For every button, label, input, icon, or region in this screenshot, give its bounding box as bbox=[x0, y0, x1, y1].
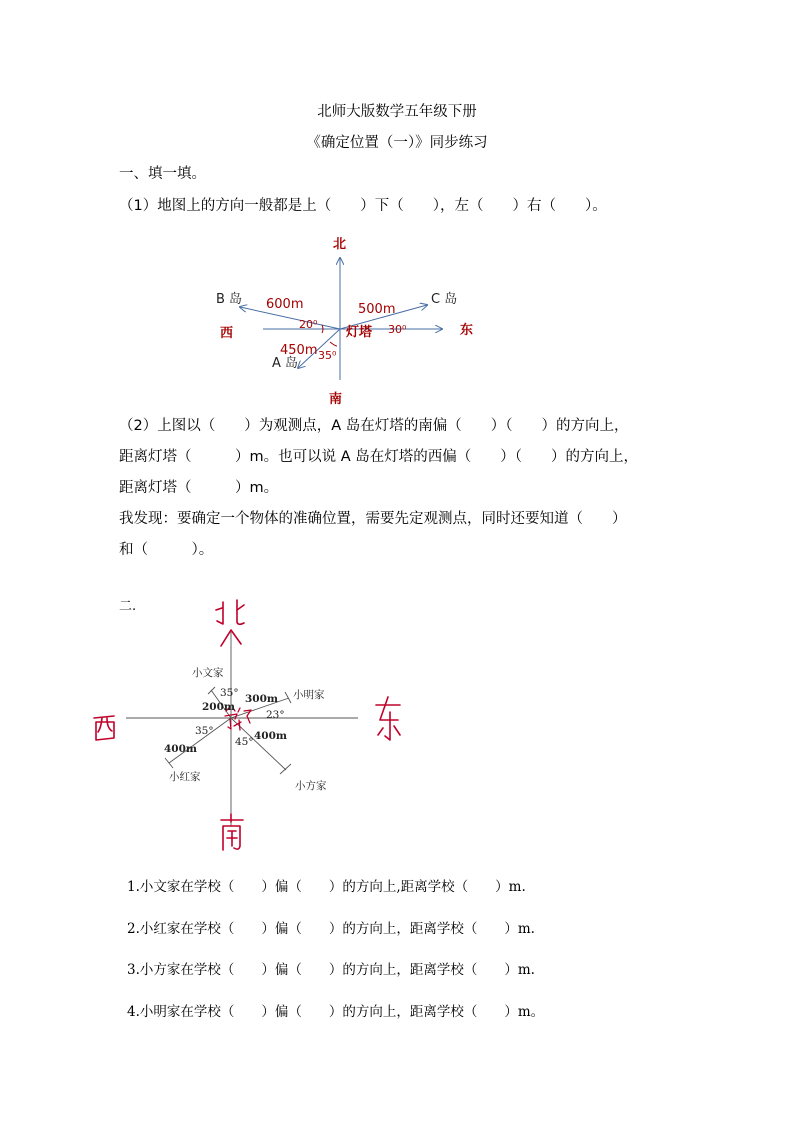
fig1-south-label: 南 bbox=[329, 392, 343, 407]
question-2-2: 2.小红家在学校（ ）偏（ ）的方向上，距离学校（ ）m. bbox=[127, 921, 535, 937]
question-2-4: 4.小明家在学校（ ）偏（ ）的方向上，距离学校（ ）m。 bbox=[127, 1004, 545, 1020]
page-subtitle: 《确定位置（一）》同步练习 bbox=[306, 135, 488, 151]
fig1-north-label: 北 bbox=[333, 237, 347, 252]
handwritten-north bbox=[216, 600, 244, 646]
fig1-west-label: 西 bbox=[220, 326, 234, 341]
question-1-2-line2: 距离灯塔（ ）m。也可以说 A 岛在灯塔的西偏（ ）（ ）的方向上， bbox=[119, 449, 639, 465]
section2-heading: 二. bbox=[119, 599, 137, 614]
xiaohong-label: 小红家 bbox=[169, 771, 201, 783]
distance-xiaowen: 200m bbox=[202, 701, 236, 713]
angle-xiaofang: 45° bbox=[235, 736, 254, 748]
fig1-east-label: 东 bbox=[460, 323, 474, 338]
distance-c: 500m bbox=[358, 302, 396, 317]
section1-heading: 一、填一填。 bbox=[119, 166, 206, 182]
question-1-1: （1）地图上的方向一般都是上（ ）下（ ），左（ ）右（ ）。 bbox=[119, 198, 607, 214]
handwritten-south bbox=[221, 814, 243, 850]
angle-xiaohong: 35° bbox=[195, 725, 214, 737]
island-c-label: C 岛 bbox=[431, 292, 458, 307]
distance-a: 450m bbox=[280, 343, 318, 358]
question-2-3: 3.小方家在学校（ ）偏（ ）的方向上，距离学校（ ）m. bbox=[127, 962, 535, 978]
lighthouse-diagram bbox=[200, 230, 500, 410]
island-a-label: A 岛 bbox=[272, 356, 299, 371]
island-b-label: B 岛 bbox=[216, 292, 243, 307]
angle-a: 35⁰ bbox=[318, 349, 337, 362]
distance-xiaohong: 400m bbox=[164, 743, 198, 755]
distance-xiaofang: 400m bbox=[254, 730, 288, 742]
angle-xiaowen: 35° bbox=[220, 687, 239, 699]
question-1-2-line3: 距离灯塔（ ）m。 bbox=[119, 480, 279, 496]
handwritten-west bbox=[94, 716, 114, 740]
xiaoming-label: 小明家 bbox=[293, 689, 325, 701]
distance-b: 600m bbox=[266, 297, 304, 312]
page-title: 北师大版数学五年级下册 bbox=[317, 104, 477, 120]
angle-c: 30⁰ bbox=[388, 323, 407, 336]
discover-line2: 和（ ）。 bbox=[119, 542, 214, 558]
school-diagram bbox=[88, 590, 418, 860]
discover-line1: 我发现：要确定一个物体的准确位置，需要先定观测点，同时还要知道（ ） bbox=[119, 511, 627, 527]
xiaowen-label: 小文家 bbox=[192, 667, 224, 679]
handwritten-east bbox=[376, 697, 400, 740]
question-2-1: 1.小文家在学校（ ）偏（ ）的方向上,距离学校（ ）m. bbox=[127, 879, 526, 895]
fig1-center-label: 灯塔 bbox=[346, 325, 373, 340]
angle-b: 20⁰ bbox=[299, 318, 318, 331]
xiaofang-label: 小方家 bbox=[295, 780, 327, 792]
angle-xiaoming: 23° bbox=[266, 709, 285, 721]
question-1-2-line1: （2）上图以（ ）为观测点，A 岛在灯塔的南偏（ ）（ ）的方向上， bbox=[119, 418, 629, 434]
distance-xiaoming: 300m bbox=[245, 693, 279, 705]
